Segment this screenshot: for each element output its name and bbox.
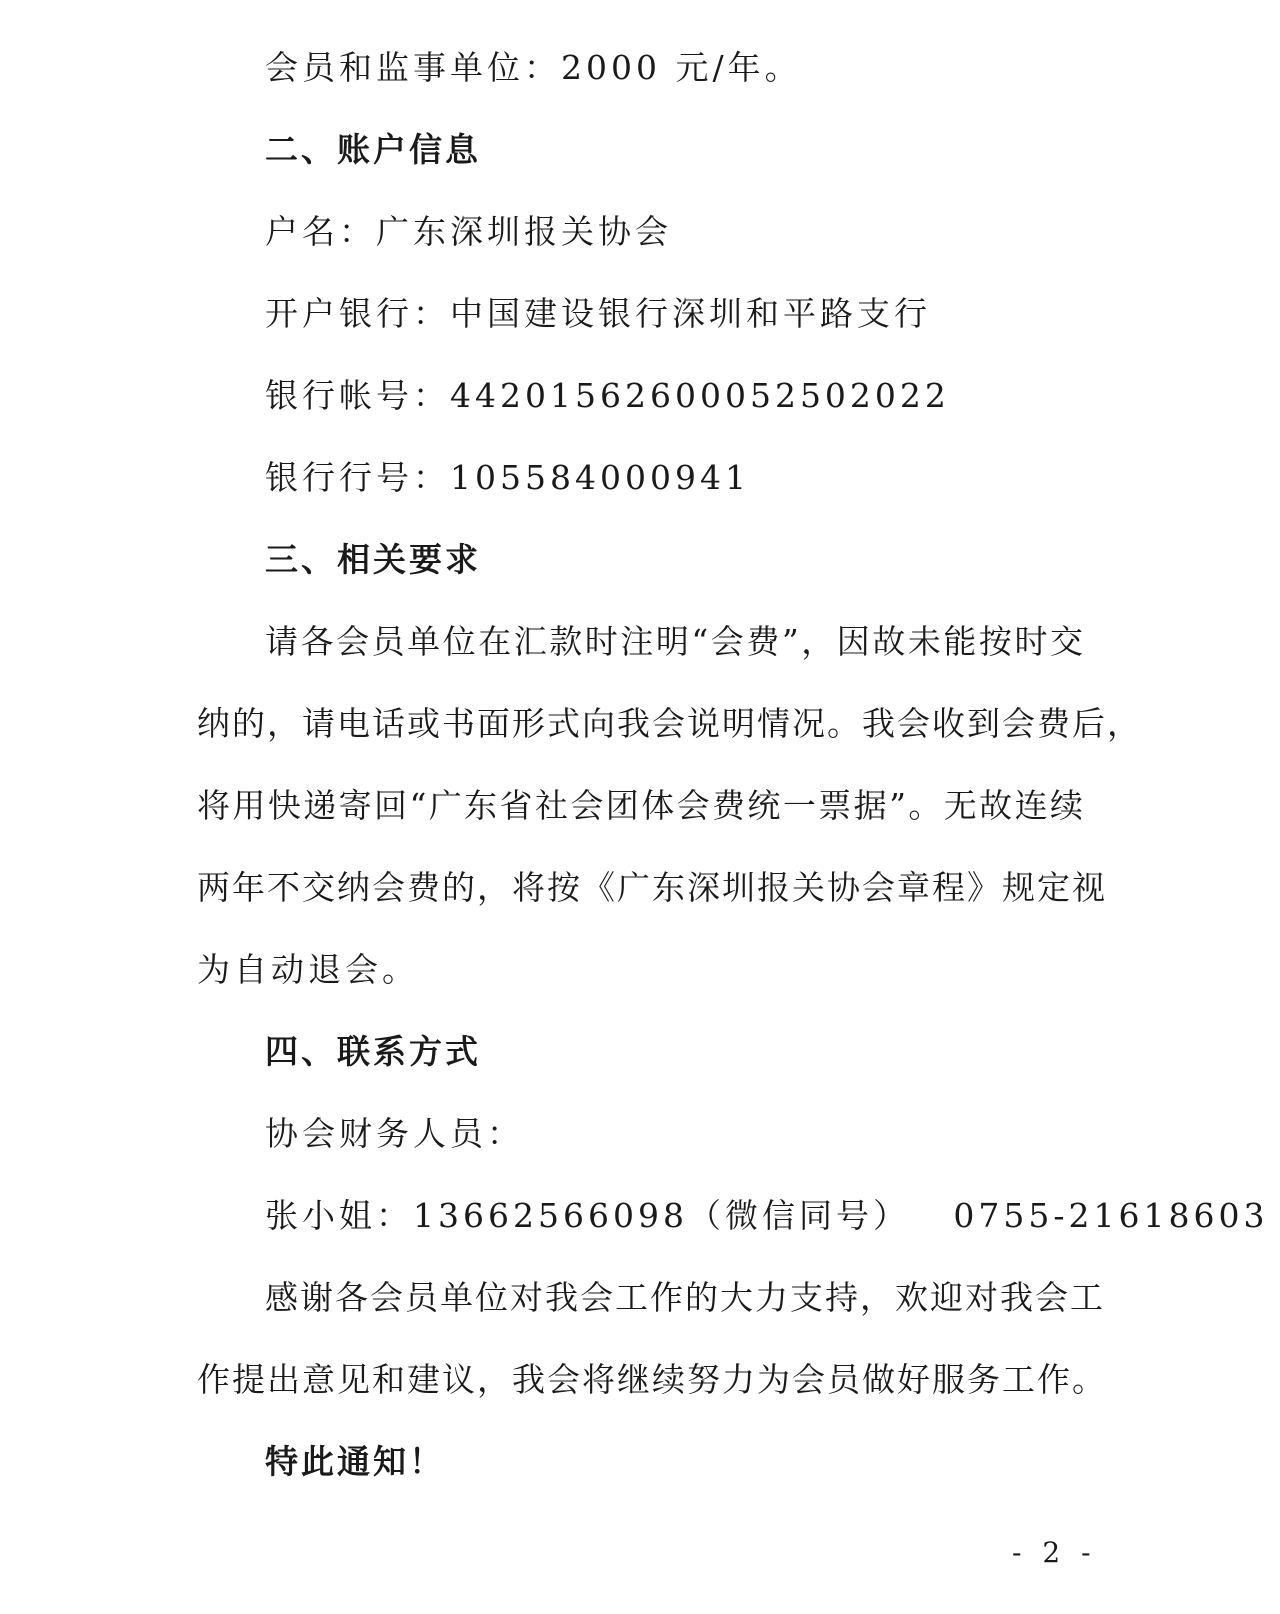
section2-heading: 二、账户信息 bbox=[265, 130, 481, 169]
thanks-line: 感谢各会员单位对我会工作的大力支持，欢迎对我会工 bbox=[265, 1278, 1105, 1317]
fee-line: 会员和监事单位：2000 元/年。 bbox=[265, 48, 802, 87]
account-number: 银行帐号：44201562600052502022 bbox=[265, 376, 950, 415]
thanks-line: 作提出意见和建议，我会将继续努力为会员做好服务工作。 bbox=[197, 1360, 1107, 1399]
bank-code: 银行行号：105584000941 bbox=[265, 458, 750, 497]
section3-heading: 三、相关要求 bbox=[265, 540, 481, 579]
page-number: - 2 - bbox=[1012, 1536, 1097, 1569]
closing-text: 特此通知！ bbox=[265, 1442, 445, 1481]
section3-para-line: 两年不交纳会费的，将按《广东深圳报关协会章程》规定视 bbox=[197, 868, 1107, 907]
account-name: 户名：广东深圳报关协会 bbox=[265, 212, 672, 251]
section3-para-line: 纳的，请电话或书面形式向我会说明情况。我会收到会费后， bbox=[197, 704, 1142, 743]
section3-para-line: 为自动退会。 bbox=[197, 950, 419, 989]
section3-para-line: 请各会员单位在汇款时注明“会费”，因故未能按时交 bbox=[265, 622, 1085, 661]
section3-para-line: 将用快递寄回“广东省社会团体会费统一票据”。无故连续 bbox=[197, 786, 1085, 825]
bank-name: 开户银行：中国建设银行深圳和平路支行 bbox=[265, 294, 931, 333]
section4-heading: 四、联系方式 bbox=[265, 1032, 481, 1071]
contact-info: 张小姐：13662566098（微信同号） 0755-21618603 bbox=[265, 1196, 1269, 1235]
staff-label: 协会财务人员： bbox=[265, 1114, 524, 1153]
